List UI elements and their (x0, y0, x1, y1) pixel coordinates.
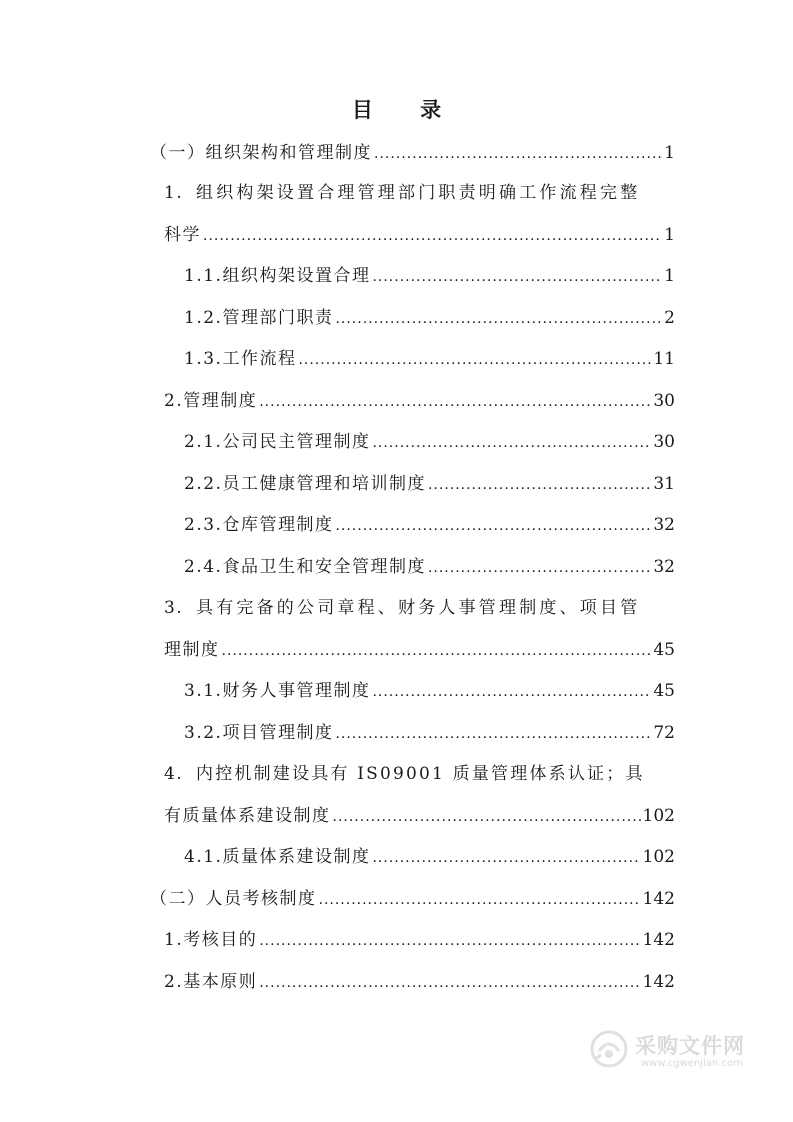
toc-entry-page: 1 (664, 266, 675, 286)
toc-entry-page: 2 (664, 308, 675, 328)
toc-entry-text: 科学 (164, 225, 201, 245)
toc-entry-number: 1.2. (184, 308, 223, 328)
toc-entry-text: 工作流程 (222, 349, 297, 369)
toc-entry[interactable] (0, 510, 793, 540)
toc-entry-page: 142 (642, 972, 675, 992)
toc-leader (372, 261, 662, 292)
toc-entry-page: 1 (664, 143, 675, 163)
toc-entry[interactable] (0, 676, 793, 706)
toc-entry-number: 2. (164, 391, 184, 411)
toc-entry[interactable] (0, 386, 793, 416)
toc-entry-text: 内控机制建设具有 IS09001 质量管理体系认证；具 (196, 764, 645, 784)
toc-leader (372, 427, 651, 458)
toc-entry-text: 组织构架设置合理 (222, 266, 371, 286)
toc-entry-page: 32 (653, 557, 675, 577)
toc-entry-number: 2. (164, 972, 184, 992)
toc-entry[interactable] (0, 925, 793, 955)
toc-entry-page: 45 (653, 681, 675, 701)
toc-entry-number: 2.2. (184, 474, 223, 494)
toc-entry-number: 2.3. (184, 515, 223, 535)
toc-entry[interactable] (0, 635, 793, 665)
toc-entry-text: 仓库管理制度 (222, 515, 334, 535)
toc-entry-text: 考核目的 (183, 930, 258, 950)
toc-entry-number: 2.4. (184, 557, 223, 577)
toc-entry-text: 管理部门职责 (222, 308, 334, 328)
toc-leader (335, 718, 651, 749)
toc-entry-text: 人员考核制度 (205, 889, 317, 909)
toc-leader (372, 842, 640, 873)
toc-entry-page: 30 (653, 391, 675, 411)
toc-entry[interactable] (0, 593, 793, 623)
toc-entry-number: 3.2. (184, 723, 223, 743)
toc-entry-number: 1. (164, 183, 184, 203)
toc-entry-number: 4.1. (184, 847, 223, 867)
toc-entry-text: 组织构架设置合理管理部门职责明确工作流程完整 (196, 183, 641, 203)
toc-leader (372, 676, 651, 707)
toc-leader (428, 469, 651, 500)
toc-entry[interactable] (0, 344, 793, 374)
toc-entry-number: （二） (150, 889, 206, 909)
toc-entry-text: 财务人事管理制度 (222, 681, 371, 701)
toc-entry-page: 102 (642, 847, 675, 867)
toc-leader (333, 801, 641, 832)
toc-entry-text: 有质量体系建设制度 (164, 806, 331, 826)
toc-entry-text: 项目管理制度 (222, 723, 334, 743)
toc-leader (335, 303, 662, 334)
toc-leader (319, 884, 641, 915)
toc-entry-page: 11 (653, 349, 675, 369)
toc-entry-text: 管理制度 (183, 391, 258, 411)
toc-entry[interactable] (0, 759, 793, 789)
toc-entry[interactable] (0, 801, 793, 831)
toc-entry[interactable] (0, 842, 793, 872)
toc-leader (335, 510, 651, 541)
toc-entry[interactable] (0, 138, 793, 168)
toc-entry-number: 1. (164, 930, 184, 950)
toc-leader (374, 138, 662, 169)
toc-leader (222, 635, 652, 666)
toc-entry[interactable] (0, 552, 793, 582)
toc-entry-page: 102 (642, 806, 675, 826)
toc-entry-number: 4. (164, 764, 184, 784)
toc-leader (259, 386, 651, 417)
toc-entry[interactable] (0, 303, 793, 333)
toc-entry-text: 具有完备的公司章程、财务人事管理制度、项目管 (196, 598, 641, 618)
toc-entry-page: 31 (653, 474, 675, 494)
toc-entry-text: 质量体系建设制度 (222, 847, 371, 867)
toc-entry[interactable] (0, 220, 793, 250)
toc-entry-number: 1.1. (184, 266, 223, 286)
toc-entry-number: 1.3. (184, 349, 223, 369)
toc-entry-number: 3. (164, 598, 184, 618)
toc-entry-text: 员工健康管理和培训制度 (222, 474, 426, 494)
toc-entry-page: 30 (653, 432, 675, 452)
watermark-title: 采购文件网 (635, 1034, 745, 1058)
toc-entry-text: 组织架构和管理制度 (205, 143, 372, 163)
toc-entry-page: 45 (653, 640, 675, 660)
toc-leader (428, 552, 651, 583)
toc-title: 目 录 (351, 97, 462, 122)
toc-entry[interactable] (0, 261, 793, 291)
toc-entry-page: 72 (653, 723, 675, 743)
toc-entry[interactable] (0, 967, 793, 997)
watermark (587, 1026, 757, 1076)
toc-entry-text: 基本原则 (183, 972, 258, 992)
toc-entry-number: 3.1. (184, 681, 223, 701)
toc-leader (203, 220, 662, 251)
toc-entry-page: 142 (642, 889, 675, 909)
toc-entry[interactable] (0, 427, 793, 457)
toc-leader (259, 967, 640, 998)
cgwenjian-logo-icon (589, 1029, 629, 1069)
toc-entry-text: 理制度 (164, 640, 220, 660)
toc-entry-page: 142 (642, 930, 675, 950)
toc-entry[interactable] (0, 469, 793, 499)
toc-entry-number: （一） (150, 143, 206, 163)
toc-leader (259, 925, 640, 956)
toc-entry-page: 32 (653, 515, 675, 535)
toc-entry-page: 1 (664, 225, 675, 245)
toc-entry[interactable] (0, 884, 793, 914)
toc-entry-number: 2.1. (184, 432, 223, 452)
toc-entry-text: 食品卫生和安全管理制度 (222, 557, 426, 577)
toc-entry-text: 公司民主管理制度 (222, 432, 371, 452)
toc-entry[interactable] (0, 718, 793, 748)
watermark-url: www.cgwenjian.com (641, 1058, 743, 1069)
toc-entry[interactable] (0, 178, 793, 208)
toc-leader (298, 344, 651, 375)
